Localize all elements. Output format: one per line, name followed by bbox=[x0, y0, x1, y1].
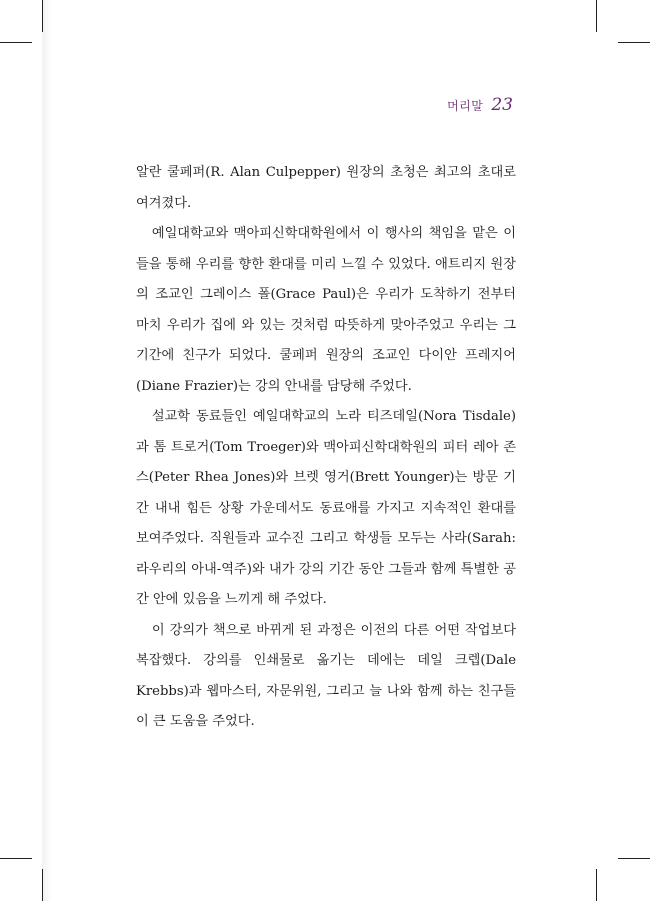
page-number: 23 bbox=[491, 95, 513, 115]
crop-mark bbox=[618, 858, 650, 859]
body-text bbox=[136, 158, 516, 738]
running-head bbox=[447, 95, 513, 115]
paragraph: 이 강의가 책으로 바뀌게 된 과정은 이전의 다른 어떤 작업보다 복잡했다. 강의를 인쇄물로 옮기는 데에는 데일 크렙(Dale Krebbs)과 웹마스터, 자문위원, 그리고 늘 나와 함께 하는 친구들이 큰 도움을 주었다. bbox=[136, 622, 516, 729]
paragraph: 알란 쿨페퍼(R. Alan Culpepper) 원장의 초청은 최고의 초대로 여겨졌다. bbox=[136, 165, 516, 211]
paragraph: 설교학 동료들인 예일대학교의 노라 티즈데일(Nora Tisdale)과 톰 트로거(Tom Troeger)와 맥아피신학대학원의 피터 레아 존스(Peter Rhea Jones)와 브렛 영거(Brett Younger)는 방문 기간 내내 힘든 상황 가운데서도 동료애를 가지고 지속적인 환대를 보여주었다. 직원들과 교수진 그리고 학생들 모두는 사라(Sarah: 라우리의 아내-역주)와 내가 강의 기간 동안 그들과 함께 특별한 공간 안에 있음을 느끼게 해 주었다. bbox=[136, 409, 516, 607]
crop-mark bbox=[618, 42, 650, 43]
page-edge-shade bbox=[42, 0, 52, 901]
crop-mark bbox=[0, 42, 32, 43]
crop-mark bbox=[0, 858, 32, 859]
crop-mark bbox=[42, 0, 43, 32]
paragraph: 예일대학교와 맥아피신학대학원에서 이 행사의 책임을 맡은 이들을 통해 우리를 향한 환대를 미리 느낄 수 있었다. 애트리지 원장의 조교인 그레이스 폴(Grace Paul)은 우리가 도착하기 전부터 마치 우리가 집에 와 있는 것처럼 따뜻하게 맞아주었고 우리는 그 기간에 친구가 되었다. 쿨페퍼 원장의 조교인 다이안 프레지어(Diane Frazier)는 강의 안내를 담당해 주었다. bbox=[136, 226, 516, 394]
crop-mark bbox=[42, 869, 43, 901]
crop-mark bbox=[596, 869, 597, 901]
running-title: 머리말 bbox=[447, 99, 484, 113]
crop-mark bbox=[596, 0, 597, 32]
